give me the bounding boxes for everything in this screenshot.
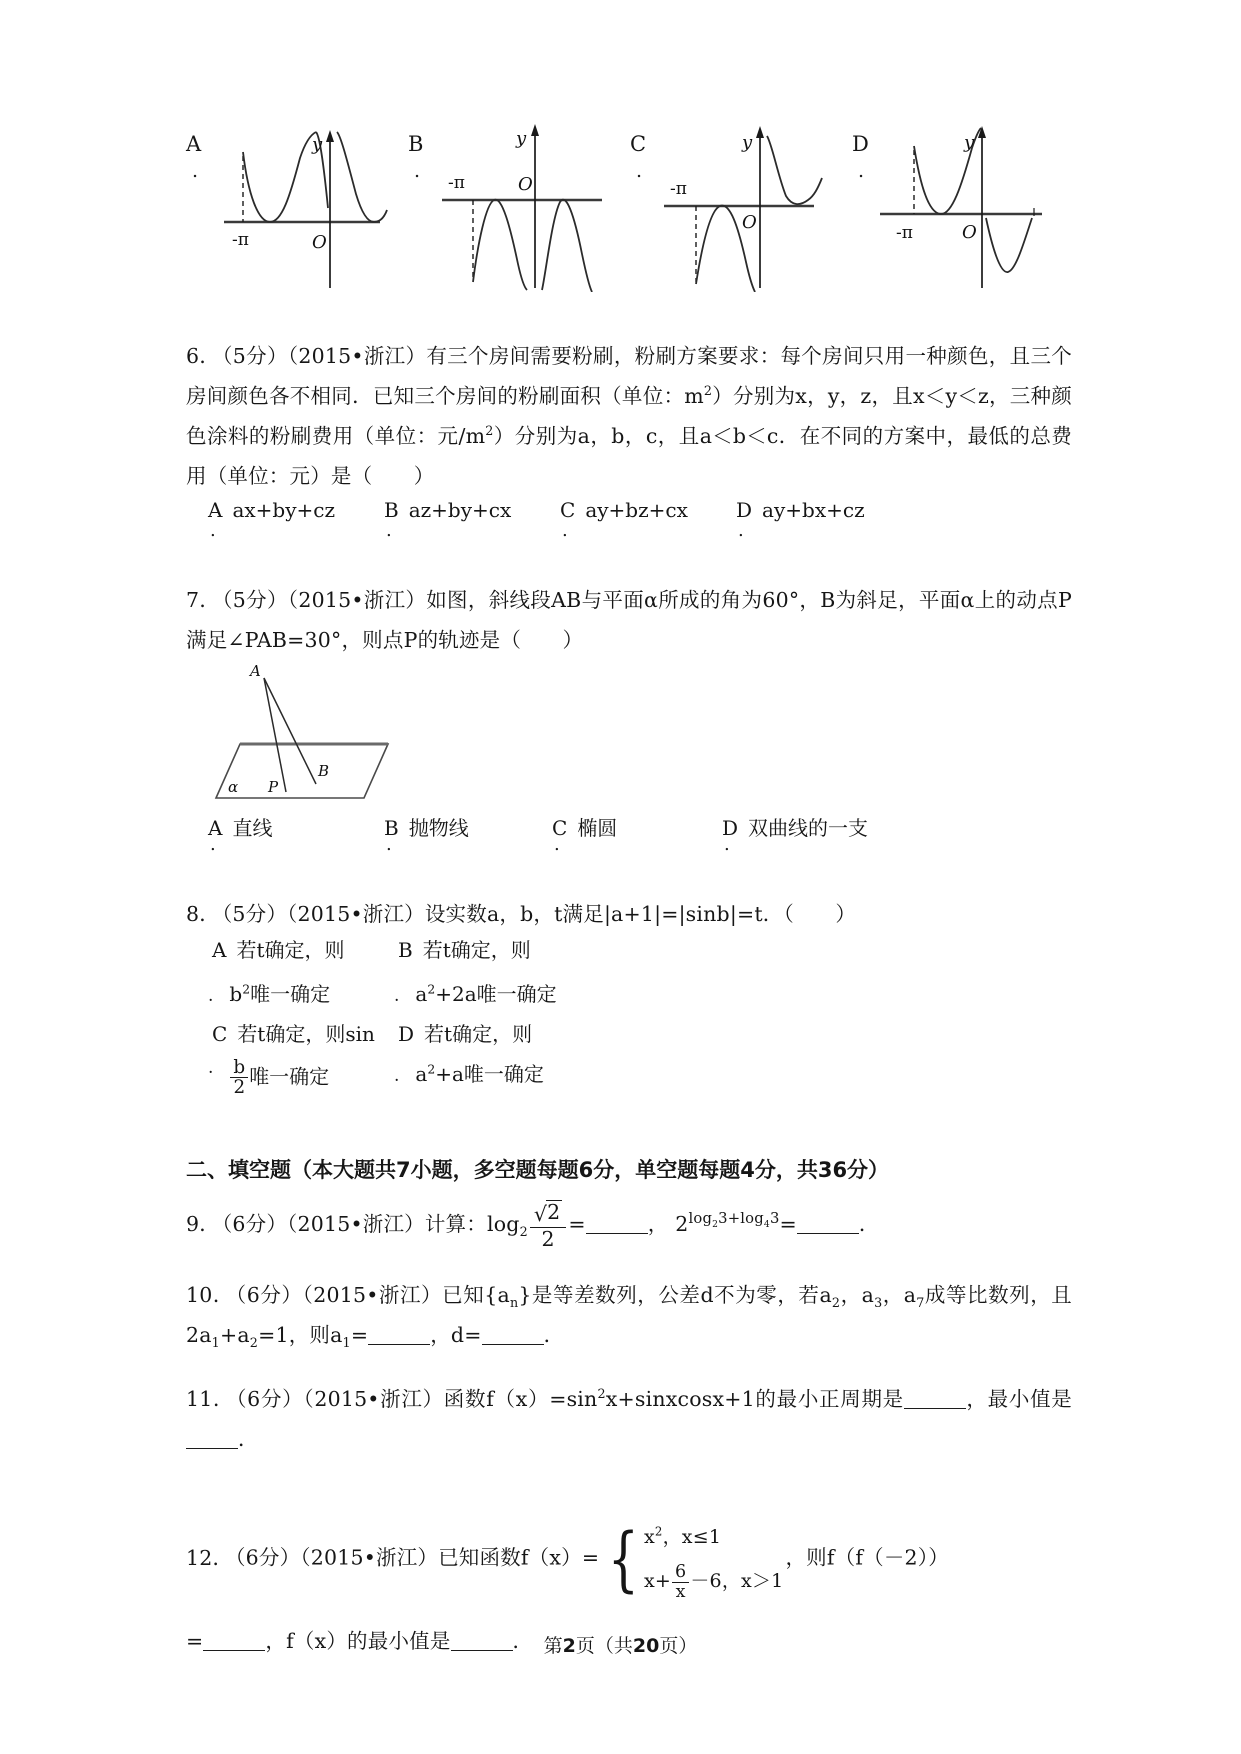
question-9-score: （6分） <box>221 1212 288 1236</box>
option-b-label: 抛物线 <box>408 816 469 840</box>
sqrt-icon: √ <box>533 1201 548 1226</box>
piece2-a: x+ <box>643 1570 672 1593</box>
question-12-score: （6分） <box>235 1545 301 1570</box>
question-9-exp-sub-b: 4 <box>763 1220 770 1231</box>
question-8-option-a[interactable] <box>212 934 345 963</box>
question-10-l2d: = <box>350 1323 369 1348</box>
question-9-source: （2015•浙江） <box>287 1212 425 1236</box>
axis-label-y-a: y <box>312 134 323 155</box>
axis-label-negpi-b: -π <box>448 173 465 193</box>
graph-c-svg <box>652 122 832 292</box>
question-10-l2a: 列，且2a <box>186 1283 1073 1348</box>
question-12-l1a: 已知函数f（x）= <box>438 1545 600 1570</box>
question-12-l2b: ，f（x）的最小值是 <box>265 1629 451 1654</box>
question-9-blank-2[interactable] <box>797 1214 859 1234</box>
question-7-option-b[interactable] <box>384 812 469 855</box>
choice-graph-d[interactable] <box>852 122 1052 292</box>
question-6 <box>186 336 1072 496</box>
question-7-line1: 如图，斜线段AB与平面α所成的角为60°，B为斜足，平面α上的 <box>426 588 1017 612</box>
question-10-l2-sub2: 2 <box>249 1335 259 1351</box>
choice-graph-a[interactable] <box>186 122 386 292</box>
question-12-l1b: ，则f（f（－2）） <box>785 1545 949 1570</box>
option-b-line2-sup: 2 <box>427 981 436 997</box>
choice-dot-c: . <box>636 160 643 182</box>
choice-dot-d: . <box>858 160 865 182</box>
question-7-figure <box>186 660 1072 810</box>
question-10-number: 10． <box>186 1283 234 1308</box>
question-9-frac-num <box>530 1200 567 1228</box>
option-a-letter: A <box>212 938 227 962</box>
choice-dot-a: . <box>192 160 199 182</box>
piecewise-row-2 <box>644 1559 783 1603</box>
option-b-line2-pre: a <box>415 982 428 1006</box>
question-8-score: （5分） <box>221 902 288 926</box>
question-10-blank-1[interactable] <box>368 1325 430 1345</box>
axis-label-y-d: y <box>964 132 975 153</box>
question-6-options <box>186 498 1072 546</box>
question-11-source: （2015•浙江） <box>303 1387 444 1412</box>
option-c-dot: . <box>554 834 560 855</box>
option-d-line2-pre: a <box>415 1062 428 1086</box>
piece1-b: ，x≤1 <box>662 1526 722 1549</box>
question-12-text <box>186 1515 1072 1603</box>
question-10 <box>186 1275 1072 1355</box>
option-c-letter: C <box>212 1022 228 1046</box>
question-7-text <box>186 580 1072 660</box>
question-12-piecewise <box>601 1515 783 1603</box>
question-6-line3a: y＜z，三种颜色涂料的粉刷费用（单位：元/m <box>186 384 1072 448</box>
geometry-label-A: A <box>250 662 261 680</box>
choice-letter-a: A <box>186 132 202 156</box>
question-10-blank-2[interactable] <box>482 1325 544 1345</box>
question-8-options <box>186 934 1072 1099</box>
question-11-number: 11． <box>186 1387 235 1412</box>
option-d-line2-post: +a唯一确定 <box>435 1062 544 1086</box>
question-6-source: （2015•浙江） <box>287 344 427 368</box>
choice-graph-c[interactable] <box>630 122 830 292</box>
choice-letter-b: B <box>408 132 424 156</box>
question-9-blank-1[interactable] <box>586 1214 648 1234</box>
question-6-option-d[interactable] <box>736 498 865 541</box>
question-9-eq1: = <box>568 1212 586 1236</box>
question5-choice-graphs <box>186 122 1072 292</box>
question-6-line1: 有三个房间需要粉刷，粉刷方案要求：每个房间只用一种颜色， <box>426 344 1010 368</box>
question-6-line3b: ）分别为a，b，c，且a＜b＜c．在不同的方 <box>493 424 905 448</box>
question-10-l2c: =1，则a <box>258 1323 343 1348</box>
option-d-label: 双曲线的一支 <box>748 816 869 840</box>
question-12-l2c: ． <box>512 1629 534 1654</box>
question-6-text <box>186 336 1072 496</box>
question-9-exp-a: log <box>688 1210 713 1228</box>
piece2-frac-num: 6 <box>672 1563 689 1582</box>
question-10-sub-3: 3 <box>874 1295 883 1311</box>
axis-label-origin-c: O <box>742 212 757 233</box>
choice-dot-b: . <box>414 160 421 182</box>
axis-label-negpi-d: -π <box>896 223 913 243</box>
question-9-exponent <box>688 1210 780 1231</box>
option-b-dot: . <box>386 834 392 855</box>
option-d-line1: 若t确定，则 <box>424 1022 533 1046</box>
question-7-number: 7． <box>186 588 221 612</box>
option-a-label: 直线 <box>232 816 273 840</box>
question-9-period: ． <box>858 1212 880 1236</box>
question-11-l2a: 是 <box>1051 1387 1072 1412</box>
axis-label-negpi-c: -π <box>670 179 687 199</box>
axis-label-origin-b: O <box>518 174 533 195</box>
option-b-letter: B <box>384 498 399 522</box>
question-10-source: （2015•浙江） <box>302 1283 443 1308</box>
footer-total-pages: 20 <box>632 1635 660 1657</box>
question-7-option-d[interactable] <box>722 812 869 855</box>
geometry-diagram-svg <box>192 660 422 810</box>
question-10-sub-2: 2 <box>831 1295 841 1311</box>
question-8-option-b[interactable] <box>398 934 531 963</box>
question-11-sup: 2 <box>597 1386 606 1402</box>
question-8-option-a-cont[interactable] <box>208 978 330 1007</box>
question-12-number: 12． <box>186 1545 234 1570</box>
question-11-l2b: ． <box>238 1427 259 1452</box>
question-7-score: （5分） <box>222 588 288 612</box>
section-2-heading: 二、填空题（本大题共7小题，多空题每题6分，单空题每题4分，共36分） <box>186 1158 890 1182</box>
graph-b-svg <box>430 122 610 292</box>
question-7-option-c[interactable] <box>552 812 618 855</box>
question-8-option-d-cont[interactable] <box>394 1058 544 1087</box>
question-8-line1: 设实数a，b，t满足|a+1|=|sinb|=t．（ ） <box>424 902 857 926</box>
option-a-letter: A <box>208 816 223 840</box>
question-6-line2b: ）分别为x，y，z，且x＜ <box>712 384 946 408</box>
question-9-text <box>186 1198 1072 1251</box>
graph-a-svg <box>208 122 388 292</box>
question-9-base2: 2 <box>675 1212 689 1236</box>
question-6-option-b[interactable] <box>384 498 512 541</box>
question-11-l1a: 函数f（x）=sin <box>443 1387 598 1412</box>
question-8-text <box>186 894 1072 934</box>
option-c-label: 椭圆 <box>577 816 618 840</box>
question-9 <box>186 1198 1072 1251</box>
geometry-label-B: B <box>318 762 330 780</box>
question-11-blank-1[interactable] <box>904 1389 966 1409</box>
question-10-l2-sub3: 1 <box>342 1335 351 1351</box>
graph-d-svg <box>874 122 1054 292</box>
question-9-frac-den: 2 <box>541 1226 555 1251</box>
option-b-line1: 若t确定，则 <box>422 938 531 962</box>
question-12-l2a: = <box>186 1629 204 1654</box>
option-d-letter: D <box>398 1022 415 1046</box>
option-c-line2-post: 唯一确定 <box>249 1064 330 1089</box>
piece2-fraction <box>672 1563 689 1601</box>
question-9-exp-sub-a: 2 <box>712 1220 719 1231</box>
question-6-line3-sup: 2 <box>485 423 494 439</box>
footer-prefix: 第 <box>543 1635 563 1657</box>
question-6-option-c[interactable] <box>560 498 688 541</box>
piece1-sup: 2 <box>654 1524 663 1539</box>
question-6-line4: 案中，最低的总费用（单位：元）是（ ） <box>186 424 1072 488</box>
axis-label-origin-a: O <box>312 232 327 253</box>
footer-suffix: 页） <box>659 1635 698 1657</box>
question-9-eq2: = <box>779 1212 797 1236</box>
page-footer <box>0 1631 1241 1658</box>
option-b-line2-post: +2a唯一确定 <box>435 982 557 1006</box>
question-11-blank-2[interactable] <box>186 1429 238 1449</box>
piece1-a: x <box>643 1526 655 1549</box>
question-7-options <box>186 812 1072 860</box>
option-a-dot: . <box>210 520 216 541</box>
option-b-dot: . <box>386 520 392 541</box>
option-b-letter: B <box>398 938 413 962</box>
axis-label-y-c: y <box>742 132 753 153</box>
choice-letter-c: C <box>630 132 647 156</box>
question-11-l1c: ，最小值 <box>965 1387 1052 1412</box>
question-10-score: （6分） <box>235 1283 303 1308</box>
question-8-option-c[interactable] <box>212 1018 375 1047</box>
question-10-l1c: ，a <box>840 1283 875 1308</box>
question-11-l1b: x+sinxcosx+1的最小正周期是 <box>605 1387 904 1412</box>
option-c-dot: . <box>208 1058 214 1078</box>
question-10-l2-sub1: 1 <box>211 1335 220 1351</box>
question-8 <box>186 894 1072 934</box>
question-9-text-a: 计算：log <box>424 1212 520 1236</box>
option-d-dot: . <box>394 1066 400 1086</box>
question-8-option-b-cont[interactable] <box>394 978 557 1007</box>
question-6-line2a: 且三个房间颜色各不相同．已知三个房间的粉刷面积（单位：m <box>186 344 1073 408</box>
question-10-text <box>186 1275 1072 1355</box>
question-9-exp-c: 3 <box>769 1210 780 1228</box>
option-a-line2-pre: b <box>229 982 243 1006</box>
question-9-frac-num-val: 2 <box>547 1199 561 1224</box>
option-b-dot: . <box>394 986 400 1006</box>
question-7 <box>186 580 1072 660</box>
option-a-line2-sup: 2 <box>242 981 251 997</box>
option-c-frac-num: b <box>230 1058 248 1078</box>
piece2-frac-den: x <box>675 1581 686 1602</box>
question-9-fraction <box>530 1200 567 1251</box>
option-a-dot: . <box>208 986 214 1006</box>
question-7-option-a[interactable] <box>208 812 273 855</box>
option-a-label: ax+by+cz <box>232 498 336 522</box>
question-10-sub-7: 7 <box>916 1295 925 1311</box>
question-8-option-d[interactable] <box>398 1018 532 1047</box>
option-d-letter: D <box>722 816 739 840</box>
axis-label-origin-d: O <box>962 222 977 243</box>
option-c-label: ay+bz+cx <box>585 498 688 522</box>
geometry-label-alpha: α <box>228 778 239 796</box>
axis-label-y-b: y <box>516 128 527 149</box>
option-c-letter: C <box>560 498 576 522</box>
option-c-frac-den: 2 <box>233 1077 246 1099</box>
footer-page-number: 2 <box>562 1635 576 1657</box>
question-6-number: 6． <box>186 344 221 368</box>
option-c-line1: 若t确定，则sin <box>237 1022 375 1046</box>
option-a-dot: . <box>210 834 216 855</box>
option-d-dot: . <box>738 520 744 541</box>
question-7-source: （2015•浙江） <box>287 588 427 612</box>
page-content <box>186 60 1072 1661</box>
question-10-l2b: +a <box>219 1323 250 1348</box>
axis-label-negpi-a: -π <box>232 230 249 250</box>
piece2-b: －6，x＞1 <box>690 1570 784 1593</box>
question-9-number: 9． <box>186 1212 220 1236</box>
question-10-l1a: 已知{a <box>442 1283 510 1308</box>
option-a-line2-post: 唯一确定 <box>250 982 331 1006</box>
option-d-line2-sup: 2 <box>427 1061 436 1077</box>
left-brace-icon: { <box>607 1518 640 1601</box>
question-8-source: （2015•浙江） <box>287 902 425 926</box>
question-10-sub-n: n <box>509 1295 519 1311</box>
question-9-comma: ， <box>647 1212 669 1236</box>
option-c-fraction <box>230 1058 248 1098</box>
option-b-letter: B <box>384 816 399 840</box>
option-a-line1: 若t确定，则 <box>236 938 345 962</box>
option-c-dot: . <box>562 520 568 541</box>
option-c-letter: C <box>552 816 568 840</box>
footer-mid: 页（共 <box>575 1635 633 1657</box>
question-11 <box>186 1379 1072 1459</box>
choice-letter-d: D <box>852 132 869 156</box>
choice-graph-b[interactable] <box>408 122 608 292</box>
geometry-label-P: P <box>268 778 279 796</box>
question-6-score: （5分） <box>222 344 288 368</box>
question-6-line2-sup: 2 <box>703 383 713 399</box>
question-9-exp-b: 3+log <box>718 1210 764 1228</box>
question-11-score: （6分） <box>236 1387 304 1412</box>
question-8-number: 8． <box>186 902 220 926</box>
question-10-l2e: ，d= <box>430 1323 482 1348</box>
option-b-label: az+by+cx <box>408 498 512 522</box>
question-7-line2: 动点P满足∠PAB=30°，则点P的轨迹是（ ） <box>186 588 1073 652</box>
question-10-l1b: }是等差数列，公差d不为零，若a <box>518 1283 832 1308</box>
option-a-letter: A <box>208 498 223 522</box>
question-12-source: （2015•浙江） <box>300 1545 439 1570</box>
option-d-label: ay+bx+cz <box>762 498 865 522</box>
piecewise-row-1 <box>644 1515 783 1559</box>
question-10-l1e: 成等比数 <box>924 1283 1010 1308</box>
option-d-dot: . <box>724 834 730 855</box>
question-10-l1d: ，a <box>882 1283 917 1308</box>
question-8-option-c-cont[interactable] <box>208 1058 329 1098</box>
question-10-l2f: ． <box>543 1323 565 1348</box>
question-11-text <box>186 1379 1072 1459</box>
option-d-letter: D <box>736 498 753 522</box>
piecewise-rows <box>644 1515 783 1603</box>
question-6-option-a[interactable] <box>208 498 336 541</box>
question-9-log-base: 2 <box>519 1224 528 1240</box>
